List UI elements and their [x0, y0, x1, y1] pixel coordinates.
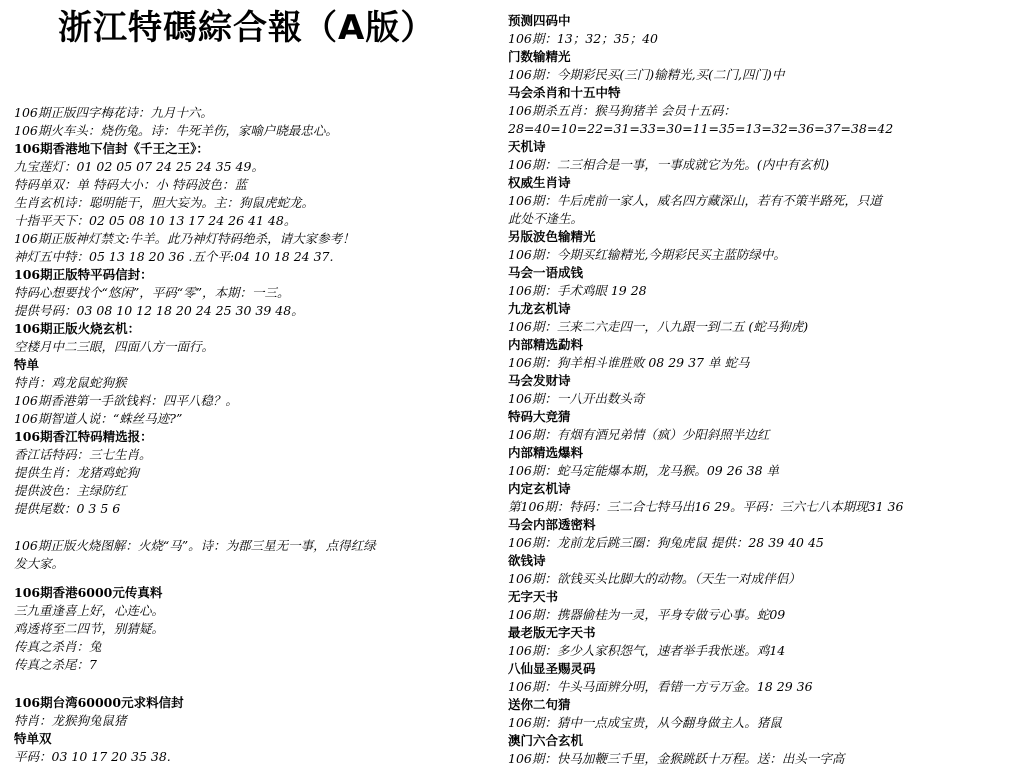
right-line: 106期：今期彩民买(三门)输精光,买(二门,四门)中 — [508, 67, 785, 82]
right-line: 106期：牛头马面辨分明，看错一方亏万金。18 29 36 — [508, 679, 813, 694]
left-line: 106期正版四字梅花诗：九月十六。 — [14, 105, 213, 120]
right-line: 权威生肖诗 — [508, 175, 571, 190]
right-line: 马会杀肖和十五中特 — [508, 85, 621, 100]
left-line: 106期香江特码精选报： — [14, 429, 153, 444]
left-line: 发大家。 — [14, 556, 65, 571]
right-line: 内部精选勐料 — [508, 337, 584, 352]
left-line: 特码心想要找个“悠闲”，平码“零”，本期：一三。 — [14, 285, 290, 300]
right-line: 106期：13；32；35；40 — [508, 31, 658, 46]
left-line: 鸡透将至二四节，别猜疑。 — [14, 621, 165, 636]
left-line: 特单 — [14, 357, 40, 372]
left-line: 平码：03 10 17 20 35 38. — [14, 749, 171, 764]
right-line: 106期：一八开出数头奇 — [508, 391, 645, 406]
left-line: 提供波色：主绿防红 — [14, 483, 127, 498]
left-line: 香江话特码：三七生肖。 — [14, 447, 152, 462]
right-line: 天机诗 — [508, 139, 546, 154]
right-line: 特码大竞猜 — [508, 409, 571, 424]
right-line: 马会一语成钱 — [508, 265, 584, 280]
right-line: 106期：今期买红输精光,今期彩民买主蓝防绿中。 — [508, 247, 786, 262]
right-line: 澳门六合玄机 — [508, 733, 584, 748]
right-line: 106期：快马加鞭三千里，金猴跳跃十万程。送：出头一字高 — [508, 751, 845, 766]
left-line: 空楼月中二三眼，四面八方一面行。 — [14, 339, 215, 354]
left-line: 传真之杀尾：7 — [14, 657, 97, 672]
left-line: 特肖：龙猴狗兔鼠猪 — [14, 713, 127, 728]
left-line: 106期正版火烧图解：火烧“马”。诗：为郡三星无一事，点得红绿 — [14, 538, 376, 553]
right-line: 106期：狗羊相斗谁胜败 08 29 37 单 蛇马 — [508, 355, 750, 370]
right-line: 106期杀五肖：猴马狗猪羊 会员十五码： — [508, 103, 736, 118]
right-line: 106期：蛇马定能爆本期，龙马猴。09 26 38 单 — [508, 463, 779, 478]
right-line: 门数输精光 — [508, 49, 571, 64]
left-line: 三九重逢喜上好，心连心。 — [14, 603, 165, 618]
right-line: 最老版无字天书 — [508, 625, 596, 640]
right-line: 106期：手术鸡眼 19 28 — [508, 283, 647, 298]
right-line: 106期：龙前龙后跳三圈：狗兔虎鼠 提供：28 39 40 45 — [508, 535, 824, 550]
left-line: 106期正版神灯禁文:牛羊。此乃神灯特码绝杀，请大家参考！ — [14, 231, 355, 246]
left-line: 提供尾数：0 3 5 6 — [14, 501, 121, 516]
left-line: 提供号码：03 08 10 12 18 20 24 25 30 39 48。 — [14, 303, 304, 318]
left-line: 106期火车头：烧伤兔。诗：牛死羊伤，家喻户晓最忠心。 — [14, 123, 338, 138]
right-line: 内部精选爆料 — [508, 445, 584, 460]
right-line: 106期：猜中一点成宝贵，从今翻身做主人。猪鼠 — [508, 715, 782, 730]
right-line: 106期：有烟有酒兄弟情（疯）少阳斜照半边红 — [508, 427, 770, 442]
right-line: 送你二句猜 — [508, 697, 571, 712]
right-line: 马会内部透密料 — [508, 517, 596, 532]
right-line: 106期：携器偷桂为一灵，平身专做亏心事。蛇09 — [508, 607, 786, 622]
right-line: 106期：二三相合是一事，一事成就它为先。(内中有玄机) — [508, 157, 830, 172]
left-line: 十指平天下：02 05 08 10 13 17 24 26 41 48。 — [14, 213, 297, 228]
right-line: 106期：欲钱买头比脚大的动物。（天生一对成伴侣） — [508, 571, 801, 586]
left-line: 特码单双：单 特码大小：小 特码波色：蓝 — [14, 177, 247, 192]
right-line: 八仙显圣赐灵码 — [508, 661, 596, 676]
left-line: 传真之杀肖：兔 — [14, 639, 102, 654]
left-line: 九宝莲灯：01 02 05 07 24 25 24 35 49。 — [14, 159, 264, 174]
left-line: 生肖玄机诗：聪明能干，胆大妄为。主：狗鼠虎蛇龙。 — [14, 195, 315, 210]
right-line: 106期：牛后虎前一家人，威名四方藏深山，若有不策半路死，只道 — [508, 193, 882, 208]
right-line: 内定玄机诗 — [508, 481, 571, 496]
left-line: 提供生肖：龙猪鸡蛇狗 — [14, 465, 140, 480]
page-title: 浙江特碼綜合報（A版） — [58, 8, 436, 48]
left-line: 特单双 — [14, 731, 52, 746]
left-line: 特肖：鸡龙鼠蛇狗猴 — [14, 375, 127, 390]
left-line: 106期香港6000元传真料 — [14, 585, 163, 600]
right-line: 此处不逢生。 — [508, 211, 584, 226]
left-line: 106期香港地下信封《千王之王》： — [14, 141, 209, 156]
left-line: 106期台湾60000元求料信封 — [14, 695, 184, 710]
left-line: 106期正版火烧玄机： — [14, 321, 141, 336]
right-line: 欲钱诗 — [508, 553, 546, 568]
left-line: 106期香港第一手欲钱料：四平八稳？。 — [14, 393, 238, 408]
right-line: 无字天书 — [508, 589, 559, 604]
right-line: 马会发财诗 — [508, 373, 571, 388]
left-line: 106期正版特平码信封： — [14, 267, 153, 282]
right-line: 九龙玄机诗 — [508, 301, 571, 316]
right-line: 预测四码中 — [508, 13, 571, 28]
right-line: 106期：多少人家积怨气，速者举手我怅迷。鸡14 — [508, 643, 786, 658]
right-line: 28=40=10=22=31=33=30=11=35=13=32=36=37=38=42 — [508, 121, 894, 136]
right-line: 另版波色输精光 — [508, 229, 596, 244]
right-line: 106期：三来二六走四一，八九跟一到二五 (蛇马狗虎) — [508, 319, 809, 334]
left-line: 106期智道人说：“蛛丝马迹?” — [14, 411, 183, 426]
left-line: 神灯五中特：05 13 18 20 36 .五个平:04 10 18 24 37. — [14, 249, 334, 264]
right-line: 第106期：特码：三二合七特马出16 29。平码：三六七八本期现31 36 — [508, 499, 904, 514]
